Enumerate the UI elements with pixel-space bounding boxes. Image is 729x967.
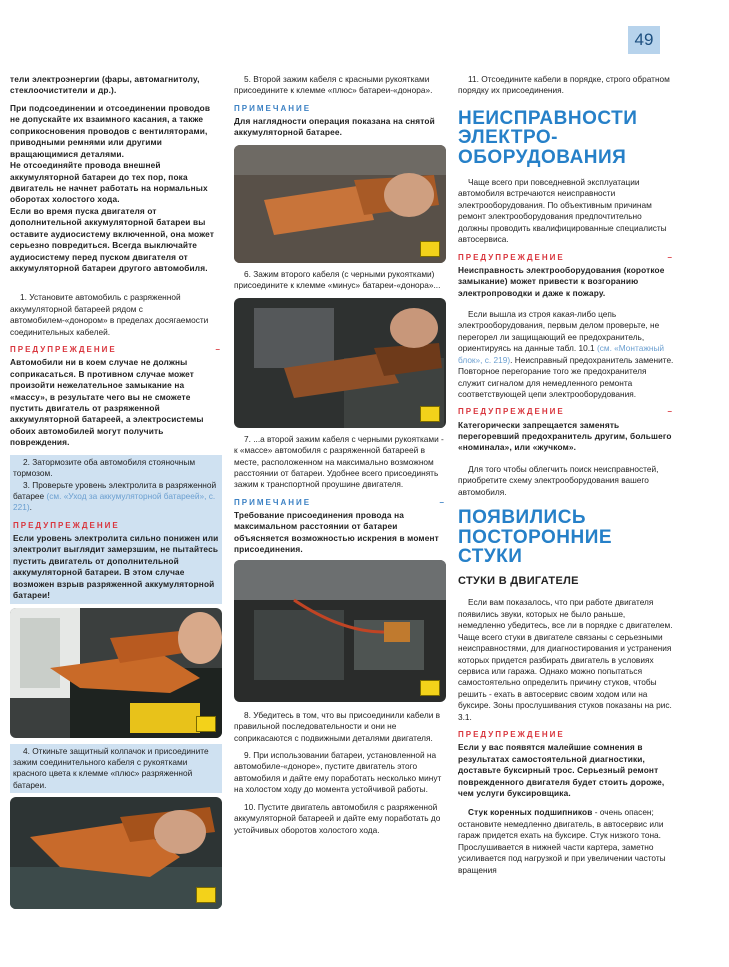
photo-battery-plus-clamp: [10, 608, 222, 738]
warning-heading: ПРЕДУПРЕЖДЕНИЕ –: [458, 407, 674, 417]
warning-box: [10, 344, 222, 449]
paragraph: Стук коренных подшипников - очень опасен; остановите немедленно двигатель, в автосервис или гараж придется ехать на буксире. Стук низкого тона. Прослушивается в нижней части картера, заметно усиливается под нагрузкой и при увеличении частоты вращения: [458, 807, 666, 875]
step-1: 1. Установите автомобиль с разряженной аккумуляторной батареей рядом с автомобилем-«донором» в пределах досягаемости соединительных кабелей.: [10, 292, 209, 337]
warning-text: Если у вас появятся малейшие сомнения в результатах самостоятельной диагностики, доставьте буксирный трос. Серьезный ремонт поврежденного двигателя будет стоить дороже, чем услуги буксировщика.: [458, 742, 665, 799]
paragraph: Для того чтобы облегчить поиск неисправностей, приобретите схему электрооборудования вашего автомобиля.: [458, 463, 659, 497]
shaded-steps: [10, 455, 222, 604]
column-3: [458, 74, 674, 882]
step-2: 2. Затормозите оба автомобиля стояночным тормозом.: [13, 456, 196, 479]
step-7: 7. ...а второй зажим кабеля с черными рукоятками - к «массе» автомобиля с разряженной батареей в месте, расположенном на максимально возможном расстоянии от батареи. Удобнее всего присоединять зажим к транспортной проушине двигателя.: [234, 433, 444, 490]
warning-badge-icon: [420, 680, 440, 696]
step-5: 5. Второй зажим кабеля с красными рукоятками присоедините к клемме «плюс» батареи-«донора».: [234, 74, 433, 96]
step-9: 9. При использовании батареи, установленной на автомобиле-«доноре», пустите двигатель этого автомобиля и дайте ему поработать несколько минут на холостом ходу до момента устойчивой работы.: [234, 749, 442, 795]
photo-donor-minus-clamp: [234, 298, 446, 428]
page-number: 49: [628, 26, 660, 54]
step-10: 10. Пустите двигатель автомобиля с разряженной аккумуляторной батареей и дайте ему поработать до устойчивых оборотов холостого хода.: [234, 801, 441, 835]
paragraph: Не отсоединяйте провода внешней аккумуляторной батареи до тех пор, пока двигатель не начнет работать на нормальных оборотах холостого хода.: [10, 160, 208, 205]
warning-text: Если уровень электролита сильно понижен или электролит выглядит замерзшим, не пытайтесь пустить двигатель от дополнительной аккумуляторной батареи. В этом случае возможен взрыв разряженной аккумуляторной батареи!: [13, 532, 219, 601]
warning-badge-icon: [196, 716, 216, 732]
warning-heading: ПРЕДУПРЕЖДЕНИЕ –: [10, 345, 222, 355]
section-title-noises: ПОЯВИЛИСЬ ПОСТОРОННИЕ СТУКИ: [458, 507, 613, 567]
step-4: 4. Откиньте защитный колпачок и присоедините зажим соединительного кабеля с рукоятками красного цвета к клемме «плюс» разряженной батареи.: [13, 745, 209, 790]
warning-badge-icon: [420, 241, 440, 257]
step-8: 8. Убедитесь в том, что вы присоединили кабели в правильной последовательности и они не соприкасаются с подвижными деталями двигателя.: [234, 709, 441, 743]
paragraph: Если во время пуска двигателя от дополнительной аккумуляторной батареи вы оставите аудиосистему включенной, она может серьезно повредиться. Всегда выключайте аудиосистему перед пуском двигателя от аккумуляторной батареи другого автомобиля.: [10, 205, 215, 273]
column-1: [10, 74, 222, 915]
step-11: 11. Отсоедините кабели в порядке, строго обратном порядку их присоединения.: [458, 74, 670, 96]
warning-heading: ПРЕДУПРЕЖДЕНИЕ: [458, 730, 565, 740]
warning-text: Категорически запрещается заменять перегоревший предохранитель другим, большего «номинала», или «жучком».: [458, 419, 672, 453]
section-title-electrical: НЕИСПРАВНОСТИ ЭЛЕКТРО-ОБОРУДОВАНИЯ: [458, 107, 638, 168]
cross-reference-link[interactable]: (см. «Уход за аккумуляторной батареей», с. 221): [13, 491, 216, 513]
photo-engine-ground: [234, 560, 446, 702]
subsection-title: СТУКИ В ДВИГАТЕЛЕ: [458, 575, 579, 588]
warning-badge-icon: [420, 406, 440, 422]
column-2: [234, 74, 446, 842]
note-heading: ПРИМЕЧАНИЕ –: [234, 497, 446, 507]
warning-heading: ПРЕДУПРЕЖДЕНИЕ –: [458, 252, 674, 262]
step-3: 3. Проверьте уровень электролита в разряженной батарее (см. «Уход за аккумуляторной батареей», с. 221).: [13, 479, 217, 513]
note-heading: ПРИМЕЧАНИЕ: [234, 103, 312, 113]
note-text: Требование присоединения провода на максимальном расстоянии от батареи объясняется возможностью искрения в момент присоединения.: [234, 509, 439, 555]
warning-text: Автомобили ни в коем случае не должны соприкасаться. В противном случае может произойти нежелательное замыкание на «массу», в результате чего вы не сможете пустить двигатель от разряженной аккумуляторной батареей, а электросистемы обоих автомобилей могут получить повреждения.: [10, 357, 204, 448]
paragraph: тели электроэнергии (фары, автомагнитолу, стеклоочистители и др.).: [10, 74, 200, 96]
warning-heading: ПРЕДУПРЕЖДЕНИЕ: [13, 520, 120, 530]
warning-badge-icon: [196, 887, 216, 903]
cross-reference-link[interactable]: (см. «Монтажный блок», с. 219): [458, 343, 665, 365]
step-6: 6. Зажим второго кабеля (с черными рукоятками) присоедините к клемме «минус» батареи-«донора»...: [234, 268, 441, 291]
photo-battery-terminal: [10, 797, 222, 909]
warning-text: Неисправность электрооборудования (короткое замыкание) может привести к возгоранию электропроводки и даже к пожару.: [458, 264, 665, 298]
photo-donor-plus-clamp: [234, 145, 446, 263]
paragraph: Чаще всего при повседневной эксплуатации автомобиля встречаются неисправности электрооборудования. По объективным причинам ремонт электрооборудования предпочтительно должны проводить квалифицированные специалисты автосервиса.: [458, 177, 667, 245]
shaded-steps: [10, 744, 222, 794]
paragraph: Если вам показалось, что при работе двигателя появились звуки, которых не было раньше, немедленно убедитесь, все ли в порядке с двигателем. Чаще всего стуки в двигателе связаны с серьезными неисправностями, для диагностирования и устранения которых придется разбирать двигатель в условиях сервиса или гаража. Однако можно попытаться самостоятельно определить причину стуков, чтобы решить - ехать в автосервис своим ходом или на буксире. Зоны прослушивания стуков показаны на рис. 3.1.: [458, 597, 673, 722]
paragraph: При подсоединении и отсоединении проводов не допускайте их взаимного касания, а также соприкосновения проводов с вентиляторами, приводными ремнями или другими вращающимися деталями.: [10, 102, 211, 159]
note-text: Для наглядности операция показана на снятой аккумуляторной батарее.: [234, 115, 435, 138]
paragraph: Если вышла из строя какая-либо цепь электрооборудования, первым делом проверьте, не перегорел ли защищающий ее предохранитель, ориентируясь на данные табл. 10.1 (см. «Монтажный блок», с. 219). Неисправный предохранитель замените. Повторное перегорание того же предохранителя служит сигналом для немедленного ремонта соответствующей цепи электрооборудования.: [458, 308, 674, 400]
note-box: [234, 497, 446, 556]
